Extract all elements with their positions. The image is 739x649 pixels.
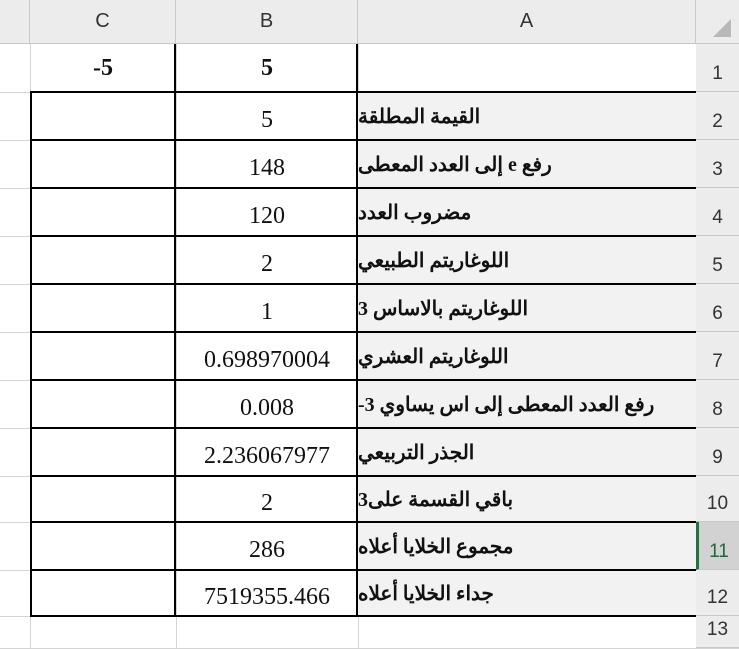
cell-a7[interactable]: اللوغاريتم العشري [358,333,696,380]
row-header-12[interactable]: 12 [696,570,739,616]
cell-a5[interactable]: اللوغاريتم الطبيعي [358,237,696,284]
cell-a2[interactable]: القيمة المطلقة [358,93,696,140]
cell-c7[interactable] [30,332,176,380]
cell-b10[interactable]: 2 [261,489,273,516]
cell-border [356,44,358,92]
cell-b6[interactable]: 1 [261,298,273,325]
cell-border [30,569,696,571]
cell-a9[interactable]: الجذر التربيعي [358,429,696,476]
cell-b8[interactable]: 0.008 [240,394,294,421]
cell-b4[interactable]: 120 [249,202,285,229]
cell-border [30,139,696,141]
cell-border [30,235,696,237]
cell-b3[interactable]: 148 [249,154,285,181]
cell-b12[interactable]: 7519355.466 [204,583,330,610]
row-header-6[interactable]: 6 [696,284,739,332]
cell-c4[interactable] [30,188,176,236]
select-all-corner[interactable] [696,0,739,44]
cell-border [30,379,696,381]
cell-border [30,91,32,617]
cell-a12[interactable]: جداء الخلايا أعلاه [358,571,696,616]
row-header-1[interactable]: 1 [696,44,739,92]
cell-a8[interactable]: رفع العدد المعطى إلى اس يساوي 3- [358,381,696,428]
cell-a13[interactable] [358,617,696,648]
column-header-partial[interactable] [0,0,30,44]
cell-b2[interactable]: 5 [261,106,273,133]
cell-border [174,44,176,92]
cell-a3[interactable]: رفع e إلى العدد المعطى [358,141,696,188]
cell-border [30,331,696,333]
cell-a10[interactable]: باقي القسمة على3 [358,477,696,522]
cell-c10[interactable] [30,476,176,522]
cell-c13[interactable] [30,616,176,648]
cell-b7[interactable]: 0.698970004 [204,346,330,373]
cell-c5[interactable] [30,236,176,284]
cell-border [30,615,696,617]
cell-border [30,475,696,477]
select-all-triangle-icon [713,19,731,37]
cell-border [30,91,696,93]
cell-border [30,521,696,523]
cell-c3[interactable] [30,140,176,188]
row-header-9[interactable]: 9 [696,428,739,476]
cell-c8[interactable] [30,380,176,428]
cell-border [174,91,176,617]
cell-b1[interactable]: 5 [261,54,273,81]
row-header-13[interactable]: 13 [696,616,739,648]
cell-b5[interactable]: 2 [261,250,273,277]
cell-a6[interactable]: اللوغاريتم بالاساس 3 [358,285,696,332]
cell-c1[interactable]: -5 [93,54,113,81]
cell-a11[interactable]: مجموع الخلايا أعلاه [358,523,696,570]
cell-c2[interactable] [30,92,176,140]
cell-border [356,91,358,617]
column-header-a[interactable]: A [358,0,696,44]
cell-c6[interactable] [30,284,176,332]
column-header-c[interactable]: C [30,0,176,44]
cell-border [30,187,696,189]
cell-b9[interactable]: 2.236067977 [204,442,330,469]
cell-c12[interactable] [30,570,176,616]
column-header-b[interactable]: B [176,0,358,44]
row-header-5[interactable]: 5 [696,236,739,284]
row-header-4[interactable]: 4 [696,188,739,236]
cell-b13[interactable] [176,616,358,648]
cell-border [30,283,696,285]
row-header-3[interactable]: 3 [696,140,739,188]
row-header-7[interactable]: 7 [696,332,739,380]
cell-border [30,427,696,429]
row-header-2[interactable]: 2 [696,92,739,140]
row-header-10[interactable]: 10 [696,476,739,522]
cell-c9[interactable] [30,428,176,476]
row-header-11[interactable]: 11 [696,522,739,570]
cell-a4[interactable]: مضروب العدد [358,189,696,236]
row-header-8[interactable]: 8 [696,380,739,428]
cell-a1[interactable] [358,45,696,92]
cell-c11[interactable] [30,522,176,570]
cell-b11[interactable]: 286 [249,536,285,563]
